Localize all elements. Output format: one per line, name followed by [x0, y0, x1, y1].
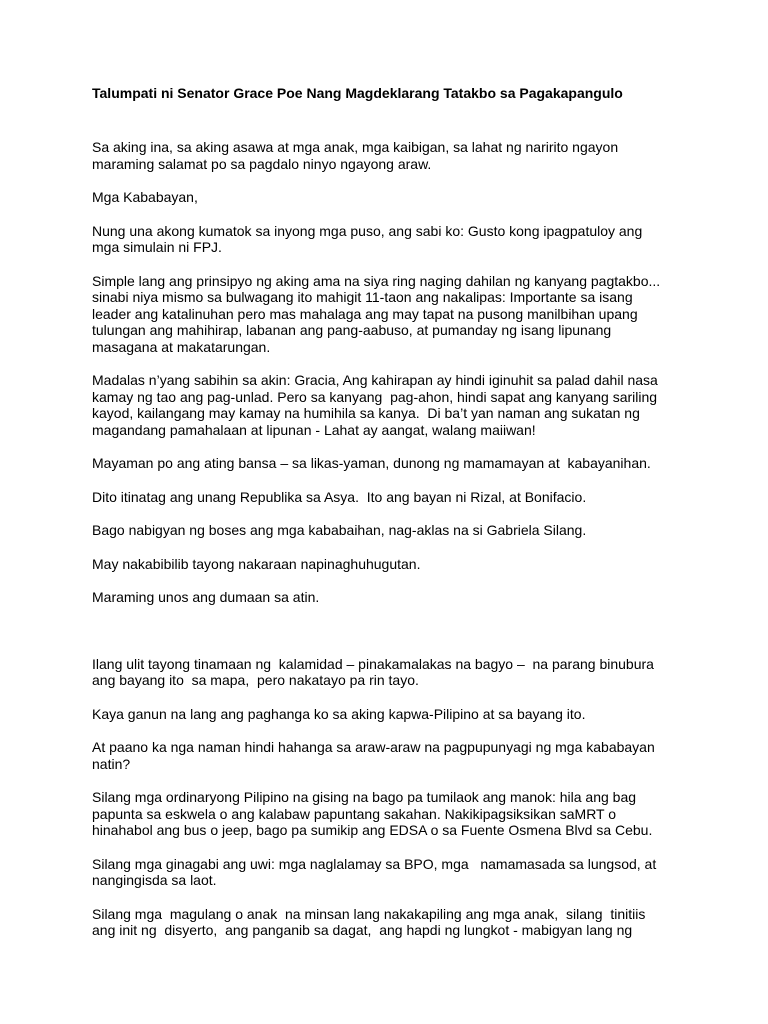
paragraph-line: Madalas n’yang sabihin sa akin: Gracia, Ang kahirapan ay hindi iginuhit sa palad dahil nasa [92, 372, 658, 388]
paragraph-line: ang init ng disyerto, ang panganib sa dagat, ang hapdi ng lungkot - mabigyan lang ng [92, 922, 633, 938]
paragraph-line: Ilang ulit tayong tinamaan ng kalamidad – pinakamalakas na bagyo – na parang binubura [92, 655, 654, 672]
paragraph-line: papunta sa eskwela o ang kalabaw papuntang sakahan. Nakikipagsiksikan saMRT o [92, 805, 617, 822]
body-paragraph [92, 856, 692, 889]
paragraph-block [92, 656, 692, 939]
paragraph-line: hinahabol ang bus o jeep, bago pa sumikip ang EDSA o sa Fuente Osmena Blvd sa Cebu. [92, 822, 653, 838]
body-paragraph [92, 223, 692, 256]
body-paragraph [92, 739, 692, 772]
paragraph-line: tulungan ang mahihirap, labanan ang pang-aabuso, at pumanday ng isang lipunang [92, 322, 612, 338]
paragraph-line: Bago nabigyan ng boses ang mga kababaihan, nag-aklas na si Gabriela Silang. [92, 522, 587, 538]
body-paragraph [92, 656, 692, 689]
paragraph-line: Silang mga ginagabi ang uwi: mga naglalamay sa BPO, mga namamasada sa lungsod, at [92, 855, 657, 872]
document-title: Talumpati ni Senator Grace Poe Nang Magdeklarang Tatakbo sa Pagakapangulo [92, 85, 623, 101]
body-paragraph [92, 906, 692, 939]
paragraph-line: natin? [92, 755, 131, 772]
paragraph-line: sinabi niya mismo sa bulwagang ito mahigit 11-taon ang nakalipas: Importante sa isang [92, 289, 633, 305]
paragraph-line: nangingisda sa laot. [92, 872, 217, 888]
paragraph-line: Silang mga ordinaryong Pilipino na gising na bago pa tumilaok ang manok: hila ang bag [92, 789, 637, 805]
body-paragraph [92, 522, 692, 539]
paragraph-line: Dito itinatag ang unang Republika sa Asya. Ito ang bayan ni Rizal, at Bonifacio. [92, 488, 587, 505]
paragraph-block [92, 139, 692, 606]
paragraph-line: Silang mga magulang o anak na minsan lang nakakapiling ang mga anak, silang tinitiis [92, 905, 646, 922]
body-paragraph [92, 273, 692, 356]
paragraph-line: kayod, kailangang may kamay na humihila sa kanya. Di ba’t yan naman ang sukatan ng [92, 405, 640, 421]
document-page [92, 85, 692, 956]
paragraph-line: maraming salamat po sa pagdalo ninyo ngayong araw. [92, 155, 432, 172]
body-paragraph [92, 139, 692, 172]
paragraph-line: Mayaman po ang ating bansa – sa likas-yaman, dunong ng mamamayan at kabayanihan. [92, 455, 651, 471]
paragraph-line: Mga Kababayan, [92, 189, 198, 205]
paragraph-line: May nakabibilib tayong nakaraan napinaghuhugutan. [92, 555, 421, 572]
paragraph-line: kamay ng tao ang pag-unlad. Pero sa kanyang pag-ahon, hindi sapat ang kanyang sariling [92, 388, 658, 405]
section-spacer [92, 623, 692, 656]
body-paragraph [92, 372, 692, 438]
paragraph-line: masagana at makatarungan. [92, 338, 271, 355]
paragraph-line: Simple lang ang prinsipyo ng aking ama na siya ring naging dahilan ng kanyang pagtakbo... [92, 272, 661, 289]
paragraph-line: Nung una akong kumatok sa inyong mga puso, ang sabi ko: Gusto kong ipagpatuloy ang [92, 222, 643, 239]
paragraph-line: Maraming unos ang dumaan sa atin. [92, 589, 320, 605]
body-paragraph [92, 789, 692, 839]
body-paragraph [92, 189, 692, 206]
paragraph-line: ang bayang ito sa mapa, pero nakatayo pa rin tayo. [92, 672, 419, 688]
body-paragraph [92, 489, 692, 506]
body-paragraph [92, 556, 692, 573]
paragraph-line: Sa aking ina, sa aking asawa at mga anak, mga kaibigan, sa lahat ng naririto ngayon [92, 139, 619, 155]
body-paragraph [92, 589, 692, 606]
body-paragraph [92, 455, 692, 472]
body-paragraph [92, 706, 692, 723]
paragraph-line: leader ang katalinuhan pero mas mahalaga ang may tapat na pusong manilbihan upang [92, 305, 638, 322]
paragraph-line: At paano ka nga naman hindi hahanga sa araw-araw na pagpupunyagi ng mga kababayan [92, 739, 655, 755]
paragraph-line: mga simulain ni FPJ. [92, 239, 222, 255]
paragraph-line: Kaya ganun na lang ang paghanga ko sa aking kapwa-Pilipino at sa bayang ito. [92, 705, 586, 722]
paragraph-line: magandang pamahalaan at lipunan - Lahat ay aangat, walang maiiwan! [92, 421, 536, 438]
